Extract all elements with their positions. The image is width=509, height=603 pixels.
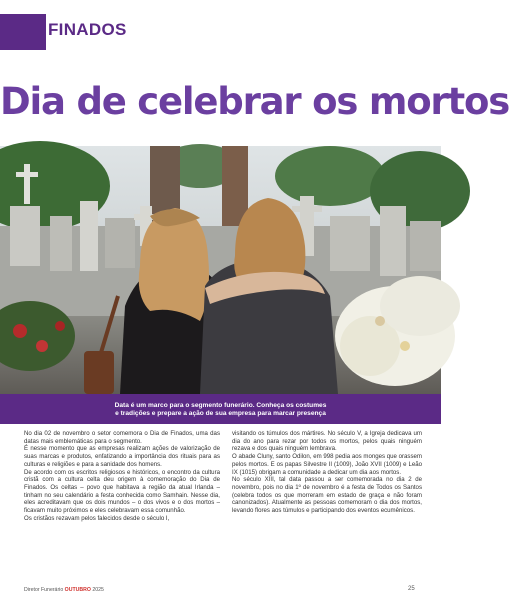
paragraph: De acordo com os escritos religiosos e históricos, o encontro da cultura cristã com a cultura celta deu origem à comemoração do Dia de Finados. Os celtas – povo que habitava a região da atual Irlanda – tinham no seu calendário a festa conhecida como Samhain. Nesse dia, eles acreditavam que os dois mundos – o dos vivos e o dos mortos – ficavam muito próximos e eles celebravam essa comunhão. <box>24 468 220 515</box>
caption-line-1: Data é um marco para o segmento funerário. Conheça os costumes <box>114 402 327 409</box>
page-number: 25 <box>408 586 415 592</box>
section-label: FINADOS <box>48 20 127 39</box>
magazine-name: Diretor Funerário <box>24 587 64 593</box>
issue-year: 2025 <box>92 587 104 593</box>
paragraph: No século XIII, tal data passou a ser comemorada no dia 2 de novembro, pois no dia 1º de novembro é a festa de Todos os Santos (celebra todos os que morreram em estado de graça e não foram canonizados). Atualmente as pessoas comemoram o dia dos mortos, levando flores aos túmulos e participando dos eventos ecumênicos. <box>232 476 422 515</box>
section-color-bar <box>0 14 46 50</box>
paragraph: O abade Cluny, santo Odilon, em 998 pedia aos monges que orassem pelos mortos. E os papas Silvestre II (1009), João XVII (1009) e Leão IX (1015) obrigam a comunidade a dedicar um dia aos mortos. <box>232 453 422 476</box>
footer-publication <box>24 587 104 593</box>
paragraph: visitando os túmulos dos mártires. No século V, a Igreja dedicava um dia do ano para rezar por todos os mortos, pelos quais ninguém rezava e dos quais ninguém lembrava. <box>232 430 422 453</box>
caption-line-2: e tradições e prepare a ação de sua empresa para marcar presença <box>115 410 326 418</box>
headline: Dia de celebrar os mortos <box>0 80 509 123</box>
body-column-left <box>24 430 220 522</box>
photo-caption <box>0 394 441 424</box>
paragraph: É nesse momento que as empresas realizam ações de valorização de suas marcas e produtos, enfatizando a importância dos rituais para as culturas e religiões e para a sanidade dos homens. <box>24 445 220 468</box>
body-column-right <box>232 430 422 515</box>
paragraph: Os cristãos rezavam pelos falecidos desde o século I, <box>24 514 170 522</box>
issue-month: OUTUBRO <box>64 587 91 593</box>
paragraph: No dia 02 de novembro o setor comemora o Dia de Finados, uma das datas mais emblemáticas para o segmento. <box>24 430 220 445</box>
cemetery-photo <box>0 146 441 394</box>
